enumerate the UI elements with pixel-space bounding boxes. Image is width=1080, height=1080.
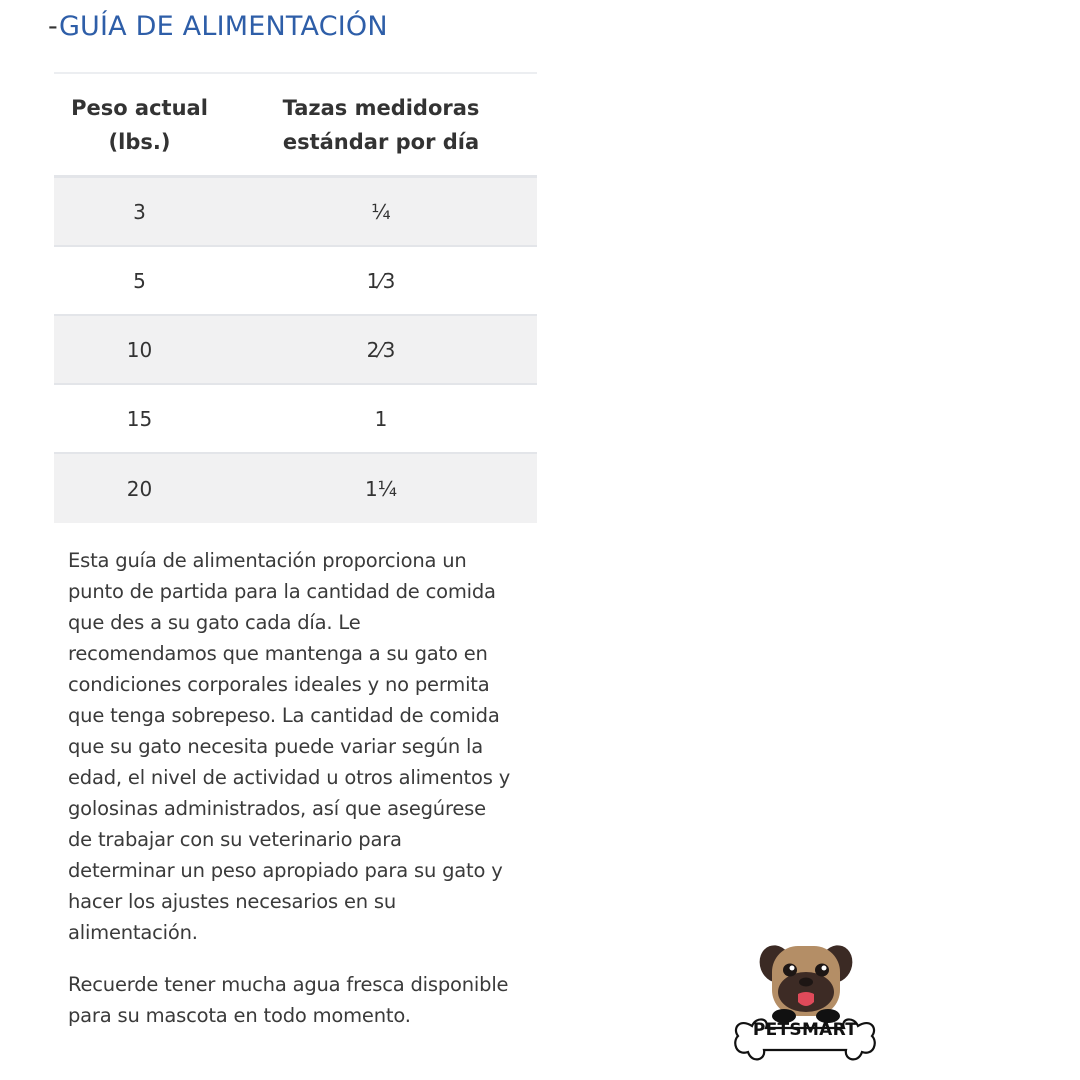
feeding-guide-table [54, 72, 537, 523]
feeding-guide-description: Esta guía de alimentación proporciona un punto de partida para la cantidad de comida que des a su gato cada día. Le recomendamos que mantenga a su gato en condiciones corporales ideales y no permita que tenga sobrepeso. La cantidad de comida que su gato necesita puede variar según la edad, el nivel de actividad u otros alimentos y golosinas administrados, así que asegúrese de trabajar con su veterinario para determinar un peso apropiado para su gato y hacer los ajustes necesarios en su alimentación. [68, 549, 511, 944]
table-row [54, 178, 537, 247]
table-row [54, 454, 537, 523]
table-row [54, 385, 537, 454]
table-header [54, 74, 537, 178]
cell-weight: 10 [126, 337, 153, 362]
cell-cups: 1⁄3 [366, 268, 396, 293]
petsmart-logo [732, 940, 878, 1064]
header-weight-line2: (lbs.) [108, 129, 171, 154]
page-title [48, 10, 388, 44]
title-text: GUÍA DE ALIMENTACIÓN [58, 11, 388, 42]
cell-weight: 20 [126, 476, 153, 501]
header-cups [225, 91, 537, 159]
header-cups-line2: estándar por día [282, 129, 480, 154]
cell-weight: 3 [133, 199, 146, 224]
logo-text: PETSMART [752, 1020, 858, 1040]
header-weight-line1: Peso actual [71, 95, 208, 120]
cell-cups: 1¼ [364, 476, 398, 501]
pug-on-bone-icon [732, 940, 878, 1064]
table-row [54, 316, 537, 385]
cell-cups: 2⁄3 [366, 337, 396, 362]
cell-cups: 1 [374, 406, 388, 431]
title-prefix: - [48, 11, 59, 42]
cell-weight: 15 [126, 406, 153, 431]
cell-weight: 5 [133, 268, 146, 293]
header-weight [54, 91, 225, 159]
table-row [54, 247, 537, 316]
water-reminder: Recuerde tener mucha agua fresca disponible para su mascota en todo momento. [68, 973, 509, 1027]
cell-cups: ¼ [371, 199, 391, 224]
header-cups-line1: Tazas medidoras [282, 95, 480, 120]
